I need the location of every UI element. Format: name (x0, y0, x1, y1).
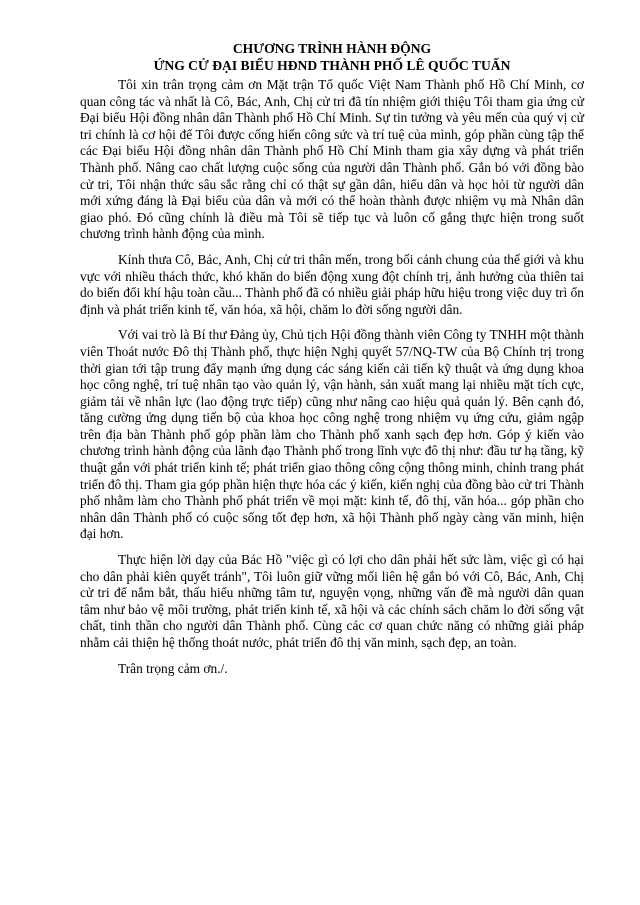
paragraph-3: Với vai trò là Bí thư Đảng ủy, Chủ tịch Hội đồng thành viên Công ty TNHH một thành viên Thoát nước Đô thị Thành phố, thực hiện Nghị quyết 57/NQ-TW của Bộ Chính trị trong thời gian tới tập trung đẩy mạnh ứng dụng các sáng kiến cải tiến kỹ thuật và ứng dụng khoa học công nghệ, trí tuệ nhân tạo vào quản lý, vận hành, sản xuất mang lại nhiều mặt tích cực, giảm tải về nhân lực (lao động trực tiếp) cũng như nâng cao hiệu quả quản lý. Bên cạnh đó, tăng cường ứng dụng tiến bộ của khoa học công nghệ trong nhiệm vụ ứng cứu, giảm ngập trên địa bàn Thành phố góp phần làm cho Thành phố xanh sạch đẹp hơn. Góp ý kiến vào chương trình hành động của lãnh đạo Thành phố trong lĩnh vực đô thị như: đầu tư hạ tầng, kỹ thuật gắn với phát triển kinh tế; phát triển giao thông công cộng thông minh, chỉnh trang phát triển đô thị. Tham gia góp phần hiện thực hóa các ý kiến, kiến nghị của đồng bào cử tri Thành phố nhằm làm cho Thành phố phát triển về mọi mặt: kinh tế, đô thị, văn hóa... góp phần cho nhân dân Thành phố có cuộc sống tốt đẹp hơn, xã hội Thành phố ngày càng văn minh, hiện đại hơn. (80, 327, 584, 542)
closing-line: Trân trọng cảm ơn./. (118, 660, 228, 676)
document-title-line1: CHƯƠNG TRÌNH HÀNH ĐỘNG (232, 41, 432, 56)
paragraph-1: Tôi xin trân trọng cảm ơn Mặt trận Tổ quốc Việt Nam Thành phố Hồ Chí Minh, cơ quan công tác và nhất là Cô, Bác, Anh, Chị cử tri đã tín nhiệm giới thiệu Tôi tham gia ứng cử Đại biểu Hội đồng nhân dân Thành phố Hồ Chí Minh. Sự tin tưởng và yêu mến của quý vị cử tri chính là cơ hội để Tôi được cống hiến công sức và trí tuệ của mình, góp phần cùng tập thể các Đại biểu Hội đồng nhân dân Thành phố Hồ Chí Minh tham gia xây dựng và phát triển Thành phố. Nâng cao chất lượng cuộc sống của người dân Thành phố. Gắn bó với đồng bào cử tri, Tôi nhận thức sâu sắc rằng chỉ có thật sự gần dân, hiểu dân và học hỏi từ người dân mới xứng đáng là Đại biểu của dân và mới có thể hoàn thành được nhiệm vụ mà Nhân dân giao phó. Đó cũng chính là điều mà Tôi sẽ tiếp tục và luôn cố gắng thực hiện trong suốt chương trình hành động của mình. (80, 77, 584, 242)
paragraph-4: Thực hiện lời dạy của Bác Hồ "việc gì có lợi cho dân phải hết sức làm, việc gì có hại cho dân phải kiên quyết tránh", Tôi luôn giữ vững mối liên hệ gắn bó với Cô, Bác, Anh, Chị cử tri để nắm bắt, thấu hiểu những tâm tư, nguyện vọng, những vấn đề mà người dân quan tâm như bảo vệ môi trường, phát triển kinh tế, xã hội và các chính sách chăm lo đời sống vật chất, tinh thần cho người dân Thành phố. Cùng các cơ quan chức năng có những giải pháp nhằm cải thiện hệ thống thoát nước, phát triển đô thị văn minh, sạch đẹp, an toàn. (80, 552, 584, 650)
paragraph-2: Kính thưa Cô, Bác, Anh, Chị cử tri thân mến, trong bối cảnh chung của thế giới và khu vực với nhiều thách thức, khó khăn do biến động xung đột chính trị, ảnh hưởng của thiên tai do biến đổi khí hậu toàn cầu... Thành phố đã có nhiều giải pháp hữu hiệu trong việc duy trì ổn định và phát triển kinh tế, văn hóa, xã hội, chăm lo đời sống người dân. (80, 251, 584, 317)
document-title-line2: ỨNG CỬ ĐẠI BIỂU HĐND THÀNH PHỐ LÊ QUỐC TUẤN (153, 58, 511, 73)
